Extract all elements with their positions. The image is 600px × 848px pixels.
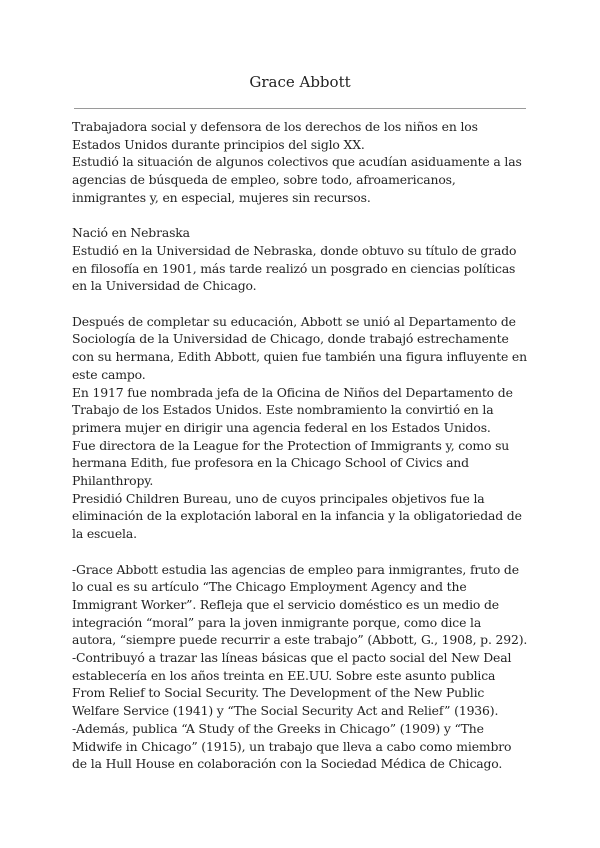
document-title: Grace Abbott — [249, 73, 351, 91]
blank-line — [72, 295, 528, 313]
paragraph: Estudió en la Universidad de Nebraska, donde obtuvo su título de grado en filosofía en 1901, más tarde realizó un posgrado en ciencias políticas en la Universidad de Chicago. — [72, 242, 517, 294]
paragraph: Fue directora de la League for the Protection of Immigrants y, como su hermana Edith, fue profesora en la Chicago School of Civics and Philanthropy. — [72, 437, 510, 489]
paragraph: Después de completar su educación, Abbott se unió al Departamento de Sociología de la Universidad de Chicago, donde trabajó estrechamente con su hermana, Edith Abbott, quien fue también una figura influyente en este campo. — [72, 313, 527, 382]
paragraph: Trabajadora social y defensora de los derechos de los niños en los Estados Unidos durante principios del siglo XX. — [72, 119, 478, 152]
paragraph: Presidió Children Bureau, uno de cuyos principales objetivos fue la eliminación de la explotación laboral en la infancia y la obligatoriedad de la escuela. — [72, 490, 522, 542]
blank-line — [72, 543, 528, 561]
paragraph: Estudió la situación de algunos colectivos que acudían asiduamente a las agencias de búsqueda de empleo, sobre todo, afroamericanos, inmigrantes y, en especial, mujeres sin recursos. — [72, 154, 522, 205]
paragraph: -Contribuyó a trazar las líneas básicas que el pacto social del New Deal establecería en los años treinta en EE.UU. Sobre este asunto publica From Relief to Social Security. The Development of the New Public Welfare Service (1941) y “The Social Security Act and Relief” (1936). — [72, 650, 512, 719]
paragraph: -Grace Abbott estudia las agencias de empleo para inmigrantes, fruto de lo cual es su artículo “The Chicago Employment Agency and the Immigrant Worker”. Refleja que el servicio doméstico es un medio de integración “moral” para la joven inmigrante porque, como dice la autora, “siempre puede recurrir a este trabajo” (Abbott, G., 1908, p. 292). — [72, 561, 528, 648]
paragraph: En 1917 fue nombrada jefa de la Oficina de Niños del Departamento de Trabajo de los Estados Unidos. Este nombramiento la convirtió en la primera mujer en dirigir una agencia federal en los Estados Unidos. — [72, 384, 513, 435]
paragraph: -Además, publica “A Study of the Greeks in Chicago” (1909) y “The Midwife in Chicago” (1915), un trabajo que lleva a cabo como miembro de la Hull House en colaboración con la Sociedad Médica de Chicago. — [72, 720, 512, 772]
title-divider — [74, 108, 526, 109]
document-body — [72, 118, 528, 773]
blank-line — [72, 207, 528, 225]
paragraph: Nació en Nebraska — [72, 225, 190, 241]
